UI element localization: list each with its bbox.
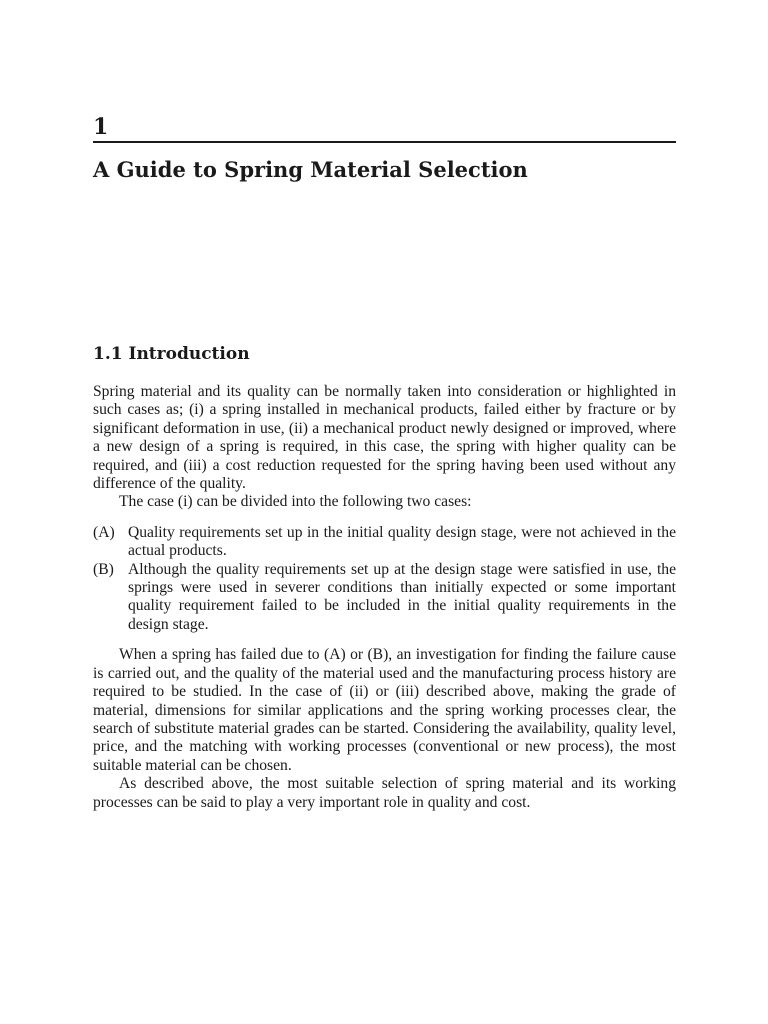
section-body (93, 383, 676, 812)
case-list (93, 524, 676, 634)
list-item-text: Quality requirements set up in the initial quality design stage, were not achieved in the actual products. (128, 523, 676, 560)
section-heading: 1.1 Introduction (93, 344, 250, 364)
chapter-divider (93, 141, 676, 143)
list-item (93, 561, 676, 635)
paragraph: When a spring has failed due to (A) or (B), an investigation for finding the failure cause is carried out, and the quality of the material used and the manufacturing process history are required to be studied. In the case of (ii) or (iii) described above, making the grade of material, dimensions for similar applications and the spring working processes clear, the search of substitute material grades can be started. Considering the availability, quality level, price, and the matching with working processes (conventional or new process), the most suitable material can be chosen. (93, 646, 676, 774)
list-item-marker: (A) (93, 523, 115, 541)
list-item-text: Although the quality requirements set up at the design stage were satisfied in use, the springs were used in severer conditions than initially expected or some important quality requirement failed to be included in the initial quality requirements in the design stage. (128, 560, 676, 633)
list-item-marker: (B) (93, 560, 114, 578)
list-item (93, 524, 676, 561)
chapter-title: A Guide to Spring Material Selection (93, 157, 528, 182)
paragraph: Spring material and its quality can be normally taken into consideration or highlighted in such cases as; (i) a spring installed in mechanical products, failed either by fracture or by significant deformation in use, (ii) a mechanical product newly designed or improved, where a new design of a spring is required, in this case, the spring with higher quality can be required, and (iii) a cost reduction requested for the spring having been used without any difference of the quality. (93, 383, 676, 493)
chapter-number: 1 (93, 114, 109, 140)
paragraph: As described above, the most suitable selection of spring material and its working processes can be said to play a very important role in quality and cost. (93, 775, 676, 811)
paragraph: The case (i) can be divided into the following two cases: (119, 493, 472, 511)
